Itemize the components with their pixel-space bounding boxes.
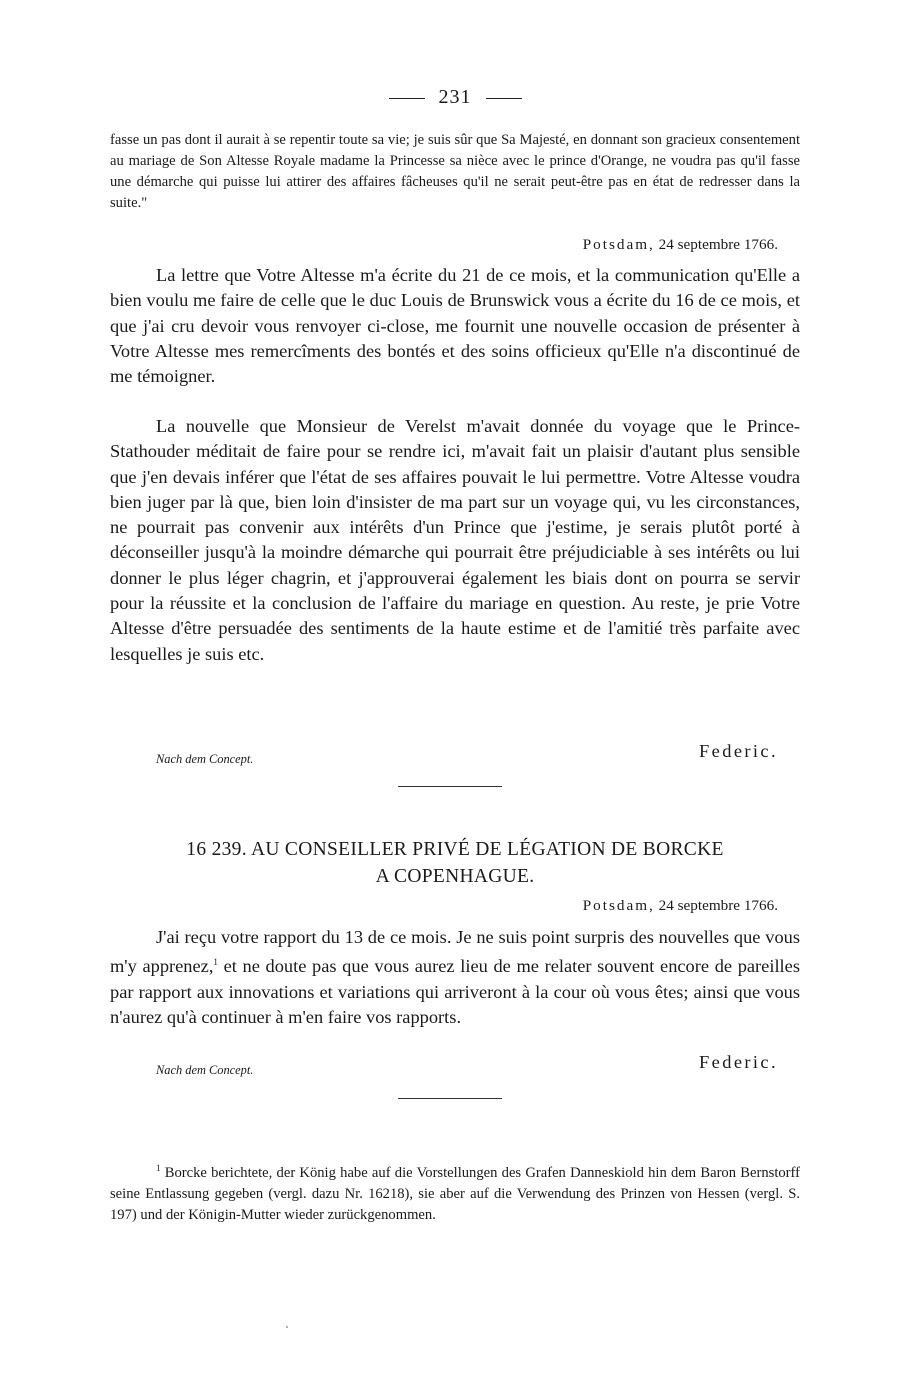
letter1-paragraph-2: La nouvelle que Monsieur de Verelst m'avait donnée du voyage que le Prince-Stathouder méditait de faire pour se rendre ici, m'avait fait un plaisir d'autant plus sensible que j'en devais inférer que l'état de ses affaires pouvait le lui permettre. Votre Altesse voudra bien juger par là que, bien loin d'insister de ma part sur un voyage qui, vu les circonstances, ne pourrait pas convenir aux intérêts d'un Prince que j'estime, je serais plutôt porté à déconseiller jusqu'à la moindre démarche qui pourrait être préjudiciable à ses intérêts ou lui donner le plus léger chagrin, et j'approuverai également les biais dont on pourra se servir pour la réussite et la conclusion de l'affaire du mariage en question. Au reste, je prie Votre Altesse d'être persuadée des sentiments de la haute estime et de l'amitié très parfaite avec lesquelles je suis etc.	[110, 416, 800, 664]
letter2-signature: Federic.	[699, 1052, 778, 1072]
page-header	[110, 86, 800, 109]
letter1-signature: Federic.	[699, 741, 778, 761]
letter1-paragraph-1: La lettre que Votre Altesse m'a écrite du 21 de ce mois, et la communication qu'Elle a bien voulu me faire de celle que le duc Louis de Brunswick vous a écrite du 16 de ce mois, et que j'ai cru devoir vous renvoyer ci-close, me fournit une nouvelle occasion de présenter à Votre Altesse mes remercîments des bontés et des soins officieux qu'Elle n'a discontinué de me témoigner.	[110, 265, 800, 387]
letter2-paragraph-part-b: et ne doute pas que vous aurez lieu de me relater souvent encore de pareilles par rapport aux innovations et variations qui arriveront à la cour où vous êtes; ainsi que vous n'aurez qu'à continuer à m'en faire vos rapports.	[110, 956, 800, 1028]
letter2-concept-note: Nach dem Concept.	[156, 1063, 254, 1077]
letter2-date-rest: 24 septembre 1766.	[654, 897, 778, 914]
letter1-concept-note: Nach dem Concept.	[156, 752, 254, 766]
page-number: 231	[438, 86, 472, 108]
letter2-paragraph-part-a: J'ai reçu votre rapport du 13 de ce mois. Je ne suis point surpris des nouvelles que vous m'y apprenez,	[110, 927, 800, 977]
letter2-date	[583, 897, 778, 915]
footnote-reference: 1	[213, 957, 218, 968]
header-dash-left	[389, 98, 425, 99]
letter2-title-line-2: A COPENHAGUE.	[375, 866, 535, 887]
scan-speck	[286, 1326, 288, 1328]
footnote	[110, 1158, 800, 1226]
letter1-date-place: Potsdam,	[582, 236, 655, 253]
letter2-date-place: Potsdam,	[582, 897, 655, 914]
header-dash-right	[486, 98, 522, 99]
section-divider-2	[398, 1098, 502, 1099]
letter1-date	[583, 236, 778, 254]
letter2-paragraph	[110, 925, 800, 1030]
section-divider-1	[398, 786, 502, 787]
continuation-text: fasse un pas dont il aurait à se repentir toute sa vie; je suis sûr que Sa Majesté, en donnant son gracieux consentement au mariage de Son Altesse Royale madame la Princesse sa nièce avec le prince d'Orange, ne voudra pas qu'il fasse une démarche qui puisse lui attirer des affaires fâcheuses qu'il ne serait peut-être pas en état de redresser dans la suite."	[110, 132, 800, 211]
footnote-mark: 1	[156, 1163, 161, 1173]
letter1-date-rest: 24 septembre 1766.	[654, 236, 778, 253]
letter2-title-line-1: 16 239. AU CONSEILLER PRIVÉ DE LÉGATION DE BORCKE	[186, 839, 724, 860]
footnote-text: Borcke berichtete, der König habe auf die Vorstellungen des Grafen Danneskiold hin dem Baron Bernstorff seine Entlassung gegeben (vergl. dazu Nr. 16218), sie aber auf die Verwendung des Prinzen von Hessen (vergl. S. 197) und der Königin-Mutter wieder zurückgenommen.	[110, 1164, 800, 1223]
